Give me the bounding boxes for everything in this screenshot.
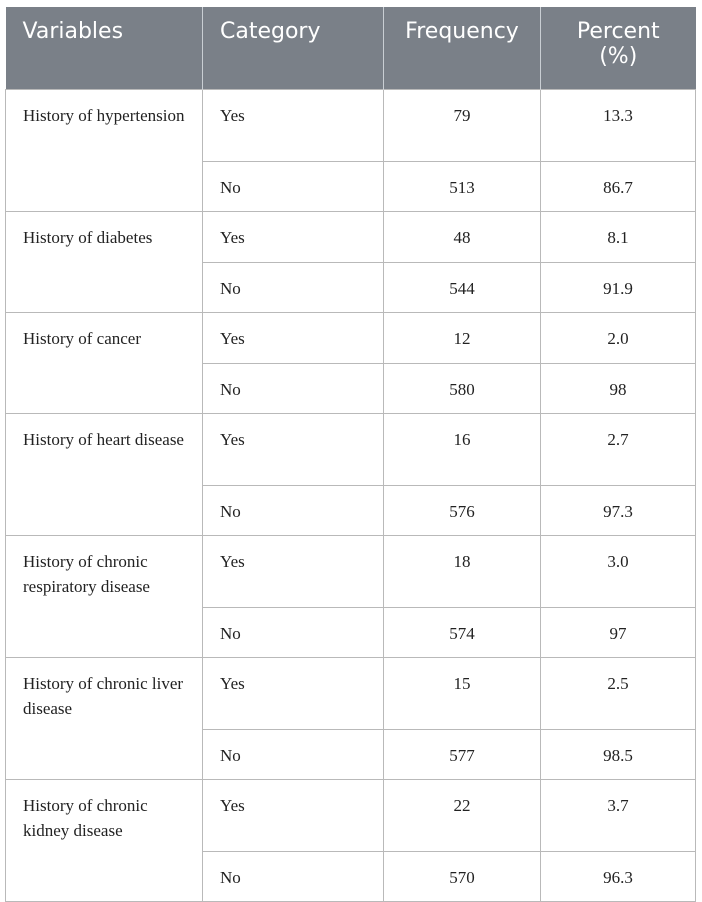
variable-cell: History of heart disease <box>6 414 203 536</box>
percent-cell: 91.9 <box>541 263 696 313</box>
frequency-cell: 570 <box>384 852 541 902</box>
percent-cell: 98.5 <box>541 730 696 780</box>
table-row <box>6 414 696 486</box>
variable-cell: History of diabetes <box>6 212 203 313</box>
frequency-cell: 22 <box>384 780 541 852</box>
category-cell: No <box>203 730 384 780</box>
percent-cell: 96.3 <box>541 852 696 902</box>
category-cell: No <box>203 608 384 658</box>
percent-cell: 98 <box>541 364 696 414</box>
percent-cell: 97 <box>541 608 696 658</box>
header-percent <box>541 7 696 90</box>
category-cell: Yes <box>203 212 384 263</box>
frequency-cell: 574 <box>384 608 541 658</box>
percent-cell: 2.7 <box>541 414 696 486</box>
percent-cell: 13.3 <box>541 90 696 162</box>
header-percent-unit: (%) <box>599 44 638 69</box>
frequency-cell: 580 <box>384 364 541 414</box>
percent-cell: 2.5 <box>541 658 696 730</box>
percent-cell: 97.3 <box>541 486 696 536</box>
category-cell: No <box>203 364 384 414</box>
percent-cell: 3.0 <box>541 536 696 608</box>
variable-cell: History of hypertension <box>6 90 203 212</box>
variable-cell: History of chronic liver disease <box>6 658 203 780</box>
frequency-cell: 16 <box>384 414 541 486</box>
percent-cell: 2.0 <box>541 313 696 364</box>
header-percent-label: Percent <box>576 19 660 44</box>
category-cell: No <box>203 486 384 536</box>
category-cell: Yes <box>203 414 384 486</box>
frequency-cell: 15 <box>384 658 541 730</box>
table-row <box>6 536 696 608</box>
category-cell: Yes <box>203 658 384 730</box>
frequency-cell: 79 <box>384 90 541 162</box>
header-variables: Variables <box>6 7 203 90</box>
table-row <box>6 780 696 852</box>
frequency-cell: 12 <box>384 313 541 364</box>
header-frequency: Frequency <box>384 7 541 90</box>
category-cell: Yes <box>203 536 384 608</box>
variable-cell: History of chronic kidney disease <box>6 780 203 902</box>
header-row <box>6 7 696 90</box>
category-cell: No <box>203 263 384 313</box>
category-cell: No <box>203 852 384 902</box>
frequency-cell: 544 <box>384 263 541 313</box>
frequency-cell: 576 <box>384 486 541 536</box>
comorbidity-table <box>5 7 696 902</box>
category-cell: No <box>203 162 384 212</box>
category-cell: Yes <box>203 90 384 162</box>
table-row <box>6 90 696 162</box>
category-cell: Yes <box>203 780 384 852</box>
frequency-cell: 513 <box>384 162 541 212</box>
frequency-cell: 48 <box>384 212 541 263</box>
percent-cell: 3.7 <box>541 780 696 852</box>
frequency-cell: 18 <box>384 536 541 608</box>
frequency-cell: 577 <box>384 730 541 780</box>
table-row <box>6 313 696 364</box>
category-cell: Yes <box>203 313 384 364</box>
table-row <box>6 212 696 263</box>
table-row <box>6 658 696 730</box>
percent-cell: 86.7 <box>541 162 696 212</box>
variable-cell: History of chronic respiratory disease <box>6 536 203 658</box>
header-category: Category <box>203 7 384 90</box>
variable-cell: History of cancer <box>6 313 203 414</box>
percent-cell: 8.1 <box>541 212 696 263</box>
